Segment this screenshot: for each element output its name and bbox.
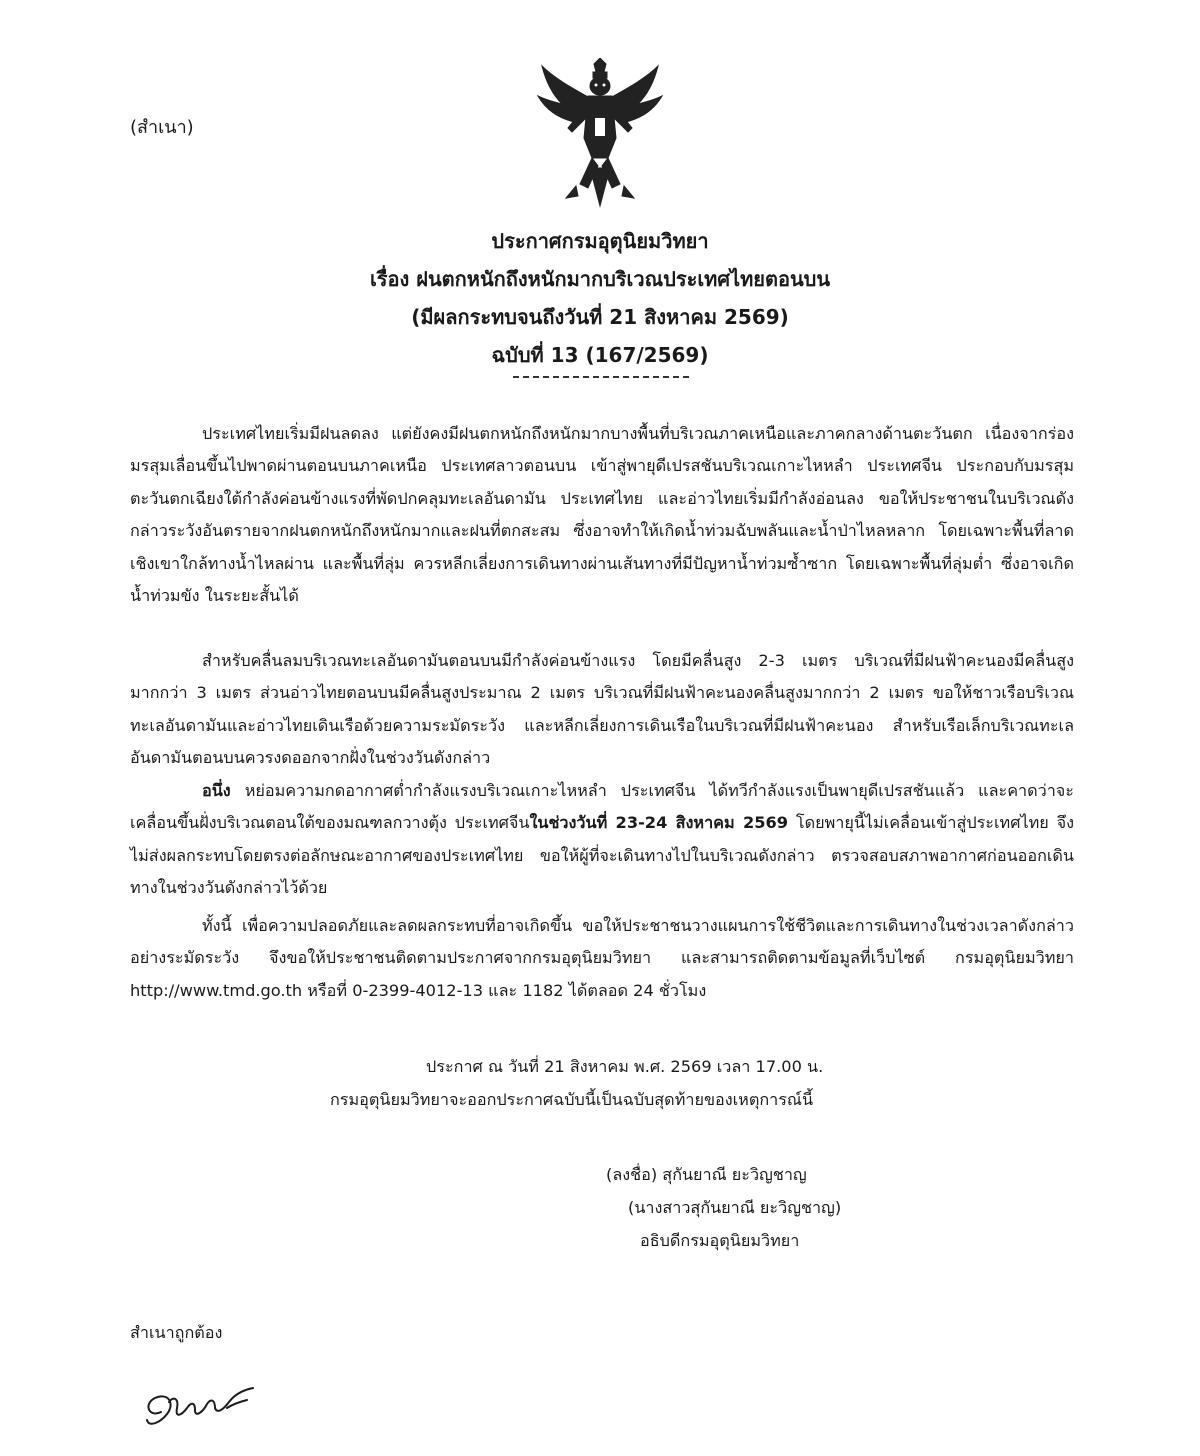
title-line-2: เรื่อง ฝนตกหนักถึงหนักมากบริเวณประเทศไทยตอนบน — [369, 267, 831, 291]
signature-block — [606, 1158, 841, 1257]
title-line-3: (มีผลกระทบจนถึงวันที่ 21 สิงหาคม 2569) — [411, 305, 789, 329]
announce-date-block — [330, 1050, 1030, 1116]
paragraph-3-lead: อนึ่ง — [202, 781, 231, 800]
certified-copy-label: สำเนาถูกต้อง — [130, 1323, 223, 1342]
paragraph-1-text: ประเทศไทยเริ่มมีฝนลดลง แต่ยังคงมีฝนตกหนักถึงหนักมากบางพื้นที่บริเวณภาคเหนือและภาคกลางด้านตะวันตก เนื่องจากร่องมรสุมเลื่อนขึ้นไปพาดผ่านตอนบนภาคเหนือ ประเทศลาวตอนบน เข้าสู่พายุดีเปรสชันบริเวณเกาะไหหลำ ประเทศจีน ประกอบกับมรสุมตะวันตกเฉียงใต้กำลังค่อนข้างแรงที่พัดปกคลุมทะเลอันดามัน ประเทศไทย และอ่าวไทยเริ่มมีกำลังอ่อนลง ขอให้ประชาชนในบริเวณดังกล่าวระวังอันตรายจากฝนตกหนักถึงหนักมากและฝนที่ตกสะสม ซึ่งอาจทำให้เกิดน้ำท่วมฉับพลันและน้ำป่าไหลหลาก โดยเฉพาะพื้นที่ลาดเชิงเขาใกล้ทางน้ำไหลผ่าน และพื้นที่ลุ่ม ควรหลีกเลี่ยงการเดินทางผ่านเส้นทางที่มีปัญหาน้ำท่วมซ้ำซาก โดยเฉพาะพื้นที่ลุ่มต่ำ ซึ่งอาจเกิดน้ำท่วมขัง ในระยะสั้นได้ — [130, 424, 1074, 606]
signer-name: (นางสาวสุกันยาณี ยะวิญชาญ) — [628, 1198, 842, 1217]
copy-mark: (สำเนา) — [130, 117, 194, 138]
title-line-4: ฉบับที่ 13 (167/2569) — [491, 343, 709, 367]
handwritten-signature-icon — [135, 1368, 265, 1438]
paragraph-2 — [130, 645, 1074, 775]
paragraph-2-text: สำหรับคลื่นลมบริเวณทะเลอันดามันตอนบนมีกำลังค่อนข้างแรง โดยมีคลื่นสูง 2-3 เมตร บริเวณที่มีฝนฟ้าคะนองมีคลื่นสูงมากกว่า 3 เมตร ส่วนอ่าวไทยตอนบนมีคลื่นสูงประมาณ 2 เมตร บริเวณที่มีฝนฟ้าคะนองคลื่นสูงมากกว่า 2 เมตร ขอให้ชาวเรือบริเวณทะเลอันดามันและอ่าวไทยเดินเรือด้วยความระมัดระวัง และหลีกเลี่ยงการเดินเรือในบริเวณที่มีฝนฟ้าคะนอง สำหรับเรือเล็กบริเวณทะเลอันดามันตอนบนควรงดออกจากฝั่งในช่วงวันดังกล่าว — [130, 651, 1074, 768]
announce-date: ประกาศ ณ วันที่ 21 สิงหาคม พ.ศ. 2569 เวลา 17.00 น. — [426, 1057, 824, 1076]
final-notice: กรมอุตุนิยมวิทยาจะออกประกาศฉบับนี้เป็นฉบับสุดท้ายของเหตุการณ์นี้ — [330, 1090, 814, 1109]
signed-line: (ลงชื่อ) สุกันยาณี ยะวิญชาญ — [606, 1165, 807, 1184]
signer-position: อธิบดีกรมอุตุนิยมวิทยา — [640, 1231, 800, 1250]
title-block — [200, 222, 1000, 374]
paragraph-4-text: ทั้งนี้ เพื่อความปลอดภัยและลดผลกระทบที่อาจเกิดขึ้น ขอให้ประชาชนวางแผนการใช้ชีวิตและการเดินทางในช่วงเวลาดังกล่าวอย่างระมัดระวัง จึงขอให้ประชาชนติดตามประกาศจากกรมอุตุนิยมวิทยา และสามารถติดตามข้อมูลที่เว็บไซต์ กรมอุตุนิยมวิทยา http://www.tmd.go.th หรือที่ 0-2399-4012-13 และ 1182 ได้ตลอด 24 ชั่วโมง — [130, 916, 1074, 1000]
paragraph-1 — [130, 418, 1074, 612]
paragraph-4 — [130, 910, 1074, 1007]
title-divider — [513, 376, 689, 378]
paragraph-3-bold-date: ในช่วงวันที่ 23-24 สิงหาคม 2569 — [529, 813, 789, 833]
paragraph-3 — [130, 775, 1074, 905]
paragraph-3-text-a: หย่อมความกดอากาศต่ำกำลังแรงบริเวณเกาะไหหลำ ประเทศจีน ได้ทวีกำลังแรงเป็นพายุดีเปรสชันแล้ว และคาดว่าจะเคลื่อนขึ้นฝั่งบริเวณตอนใต้ของมณฑลกวางตุ้ง ประเทศจีน — [130, 781, 1074, 833]
garuda-emblem-icon — [532, 58, 668, 208]
paragraph-3-text-b: โดยพายุนี้ไม่เคลื่อนเข้าสู่ประเทศไทย จึงไม่ส่งผลกระทบโดยตรงต่อลักษณะอากาศของประเทศไทย ขอให้ผู้ที่จะเดินทางไปในบริเวณดังกล่าว ตรวจสอบสภาพอากาศก่อนออกเดินทางในช่วงวันดังกล่าวไว้ด้วย — [130, 813, 1074, 898]
title-line-1: ประกาศกรมอุตุนิยมวิทยา — [491, 229, 709, 253]
